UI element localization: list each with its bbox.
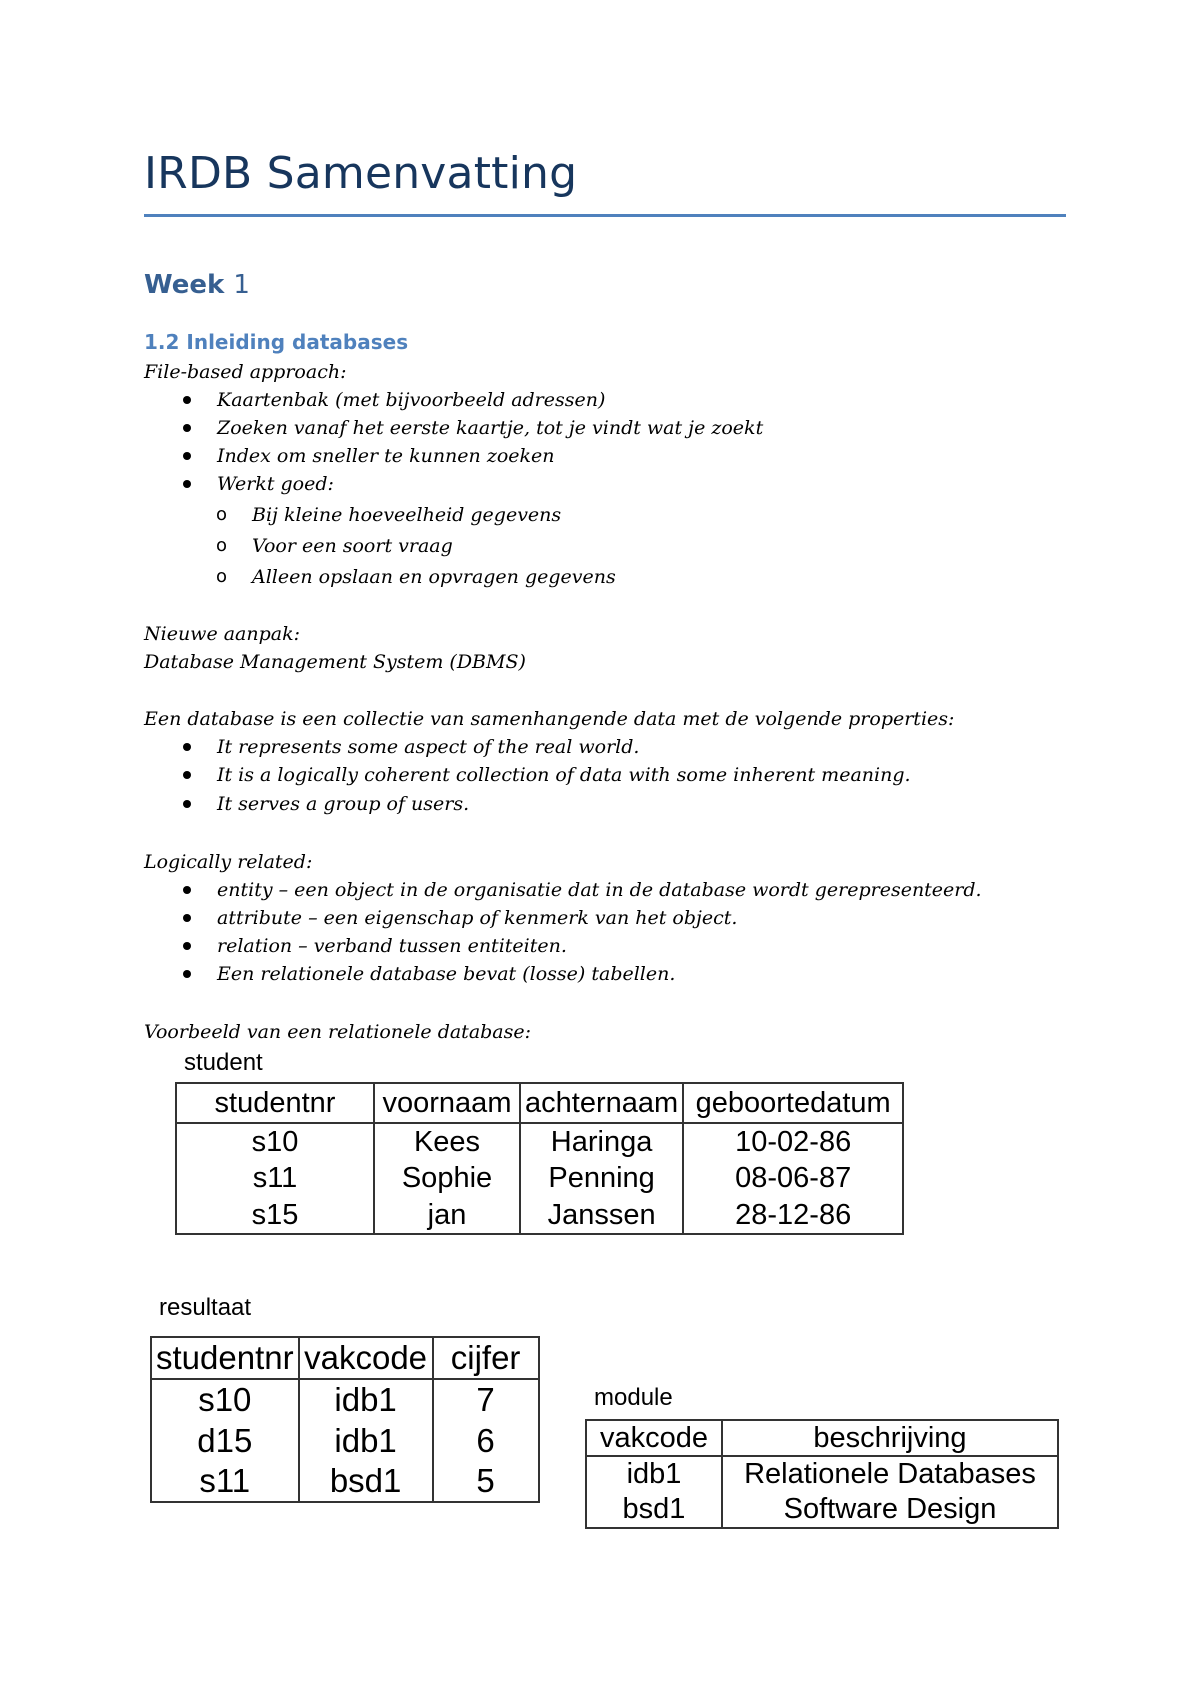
table-cell: bsd1 bbox=[586, 1492, 722, 1528]
bullet-icon bbox=[183, 743, 191, 751]
circle-bullet-icon: o bbox=[216, 535, 228, 556]
student-table-caption: student bbox=[184, 1049, 263, 1076]
table-cell: idb1 bbox=[299, 1420, 433, 1461]
table-cell: s15 bbox=[176, 1197, 374, 1234]
title-underline bbox=[144, 214, 1066, 217]
table-cell: Haringa bbox=[520, 1123, 683, 1160]
week-number: 1 bbox=[233, 270, 250, 300]
table-row bbox=[151, 1461, 539, 1502]
bullet-icon bbox=[183, 886, 191, 894]
table-cell: 08-06-87 bbox=[683, 1160, 903, 1197]
table-header-cell: cijfer bbox=[433, 1337, 539, 1379]
table-header-cell: geboortedatum bbox=[683, 1083, 903, 1123]
table-row bbox=[176, 1197, 903, 1234]
file-based-heading: File-based approach: bbox=[144, 361, 347, 383]
table-cell: s11 bbox=[176, 1160, 374, 1197]
list-item: Werkt goed: bbox=[217, 473, 334, 495]
table-row bbox=[151, 1379, 539, 1420]
week-label: Week bbox=[144, 270, 225, 300]
dbms-text: Database Management System (DBMS) bbox=[144, 651, 526, 673]
table-row bbox=[176, 1160, 903, 1197]
document-title: IRDB Samenvatting bbox=[144, 148, 578, 199]
list-item: It is a logically coherent collection of data with some inherent meaning. bbox=[217, 764, 911, 786]
bullet-icon bbox=[183, 424, 191, 432]
sub-list-item: Voor een soort vraag bbox=[252, 535, 453, 557]
table-cell: Penning bbox=[520, 1160, 683, 1197]
bullet-icon bbox=[183, 452, 191, 460]
bullet-icon bbox=[183, 800, 191, 808]
table-cell: Software Design bbox=[722, 1492, 1058, 1528]
list-item: It serves a group of users. bbox=[217, 793, 470, 815]
table-cell: s11 bbox=[151, 1461, 299, 1502]
table-cell: 28-12-86 bbox=[683, 1197, 903, 1234]
table-row bbox=[586, 1492, 1058, 1528]
list-item: Kaartenbak (met bijvoorbeeld adressen) bbox=[217, 389, 606, 411]
table-cell: idb1 bbox=[299, 1379, 433, 1420]
list-item: attribute – een eigenschap of kenmerk van het object. bbox=[217, 907, 738, 929]
module-table bbox=[585, 1419, 1059, 1529]
logically-related-heading: Logically related: bbox=[144, 851, 313, 873]
list-item: entity – een object in de organisatie dat in de database wordt gerepresenteerd. bbox=[217, 879, 982, 901]
list-item: It represents some aspect of the real world. bbox=[217, 736, 640, 758]
week-heading bbox=[144, 270, 250, 300]
table-header-cell: studentnr bbox=[176, 1083, 374, 1123]
table-row bbox=[151, 1420, 539, 1461]
table-header-cell: voornaam bbox=[374, 1083, 520, 1123]
table-cell: s10 bbox=[151, 1379, 299, 1420]
example-heading: Voorbeeld van een relationele database: bbox=[144, 1021, 532, 1043]
table-cell: jan bbox=[374, 1197, 520, 1234]
resultaat-table bbox=[150, 1336, 540, 1503]
circle-bullet-icon: o bbox=[216, 504, 228, 525]
table-cell: 7 bbox=[433, 1379, 539, 1420]
nieuwe-aanpak-heading: Nieuwe aanpak: bbox=[144, 623, 301, 645]
section-heading: 1.2 Inleiding databases bbox=[144, 330, 409, 354]
table-cell: Janssen bbox=[520, 1197, 683, 1234]
table-header-cell: studentnr bbox=[151, 1337, 299, 1379]
resultaat-table-caption: resultaat bbox=[159, 1294, 252, 1321]
table-header-cell: beschrijving bbox=[722, 1420, 1058, 1456]
list-item: relation – verband tussen entiteiten. bbox=[217, 935, 567, 957]
table-cell: idb1 bbox=[586, 1456, 722, 1492]
table-cell: 10-02-86 bbox=[683, 1123, 903, 1160]
table-cell: Kees bbox=[374, 1123, 520, 1160]
bullet-icon bbox=[183, 942, 191, 950]
table-cell: 6 bbox=[433, 1420, 539, 1461]
table-row bbox=[586, 1456, 1058, 1492]
circle-bullet-icon: o bbox=[216, 566, 228, 587]
sub-list-item: Alleen opslaan en opvragen gegevens bbox=[252, 566, 616, 588]
table-cell: Relationele Databases bbox=[722, 1456, 1058, 1492]
table-cell: Sophie bbox=[374, 1160, 520, 1197]
table-cell: s10 bbox=[176, 1123, 374, 1160]
table-header-cell: vakcode bbox=[299, 1337, 433, 1379]
database-intro: Een database is een collectie van samenhangende data met de volgende properties: bbox=[144, 708, 955, 730]
sub-list-item: Bij kleine hoeveelheid gegevens bbox=[252, 504, 562, 526]
bullet-icon bbox=[183, 771, 191, 779]
bullet-icon bbox=[183, 914, 191, 922]
student-table bbox=[175, 1082, 904, 1235]
list-item: Zoeken vanaf het eerste kaartje, tot je vindt wat je zoekt bbox=[217, 417, 764, 439]
bullet-icon bbox=[183, 480, 191, 488]
list-item: Index om sneller te kunnen zoeken bbox=[217, 445, 555, 467]
module-table-caption: module bbox=[594, 1384, 673, 1411]
bullet-icon bbox=[183, 970, 191, 978]
bullet-icon bbox=[183, 396, 191, 404]
table-cell: bsd1 bbox=[299, 1461, 433, 1502]
table-header-cell: vakcode bbox=[586, 1420, 722, 1456]
table-row bbox=[176, 1123, 903, 1160]
list-item: Een relationele database bevat (losse) tabellen. bbox=[217, 963, 676, 985]
table-cell: d15 bbox=[151, 1420, 299, 1461]
table-cell: 5 bbox=[433, 1461, 539, 1502]
table-header-cell: achternaam bbox=[520, 1083, 683, 1123]
